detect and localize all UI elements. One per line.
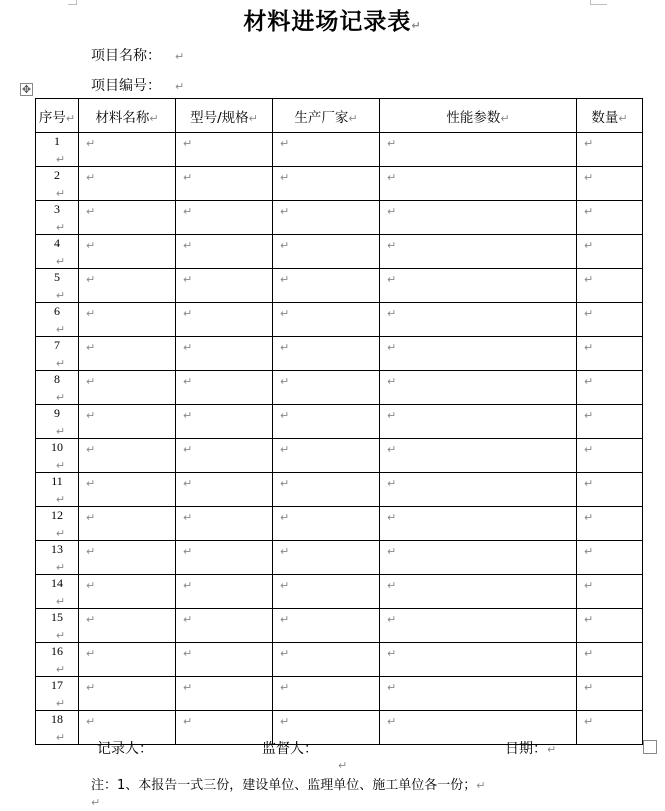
table-cell[interactable]: [79, 507, 176, 541]
table-cell[interactable]: [577, 235, 643, 269]
paragraph-mark-icon: ↵: [387, 409, 397, 422]
table-cell[interactable]: [273, 337, 380, 371]
paragraph-mark-icon: ↵: [280, 239, 290, 252]
table-cell[interactable]: [577, 541, 643, 575]
table-cell[interactable]: [380, 643, 577, 677]
table-cell[interactable]: [79, 609, 176, 643]
paragraph-mark-icon: ↵: [183, 409, 193, 422]
table-cell[interactable]: [79, 677, 176, 711]
table-cell[interactable]: [577, 337, 643, 371]
table-cell[interactable]: [577, 167, 643, 201]
paragraph-mark-icon: ↵: [183, 545, 193, 558]
table-cell[interactable]: [176, 235, 273, 269]
table-cell[interactable]: [273, 609, 380, 643]
paragraph-mark-icon: ↵: [476, 779, 486, 792]
table-cell[interactable]: [380, 677, 577, 711]
paragraph-mark-icon: ↵: [86, 681, 96, 694]
page-title: 材料进场记录表↵: [243, 8, 422, 35]
table-cell[interactable]: [273, 167, 380, 201]
paragraph-mark-icon: ↵: [183, 137, 193, 150]
paragraph-mark-icon: ↵: [86, 273, 96, 286]
table-cell[interactable]: [79, 133, 176, 167]
table-cell[interactable]: [577, 507, 643, 541]
table-row: [36, 643, 643, 677]
paragraph-mark-icon: ↵: [280, 341, 290, 354]
project-number-line: [91, 76, 184, 97]
paragraph-mark-icon: ↵: [280, 171, 290, 184]
table-cell[interactable]: [273, 235, 380, 269]
paragraph-mark-icon: ↵: [86, 307, 96, 320]
paragraph-mark-icon: ↵: [86, 375, 96, 388]
paragraph-mark-icon: ↵: [86, 239, 96, 252]
paragraph-mark-icon: ↵: [280, 375, 290, 388]
paragraph-mark-icon: ↵: [183, 307, 193, 320]
paragraph-mark-icon: ↵: [86, 579, 96, 592]
paragraph-mark-icon: ↵: [86, 171, 96, 184]
table-cell[interactable]: [176, 711, 273, 745]
paragraph-mark-icon: ↵: [411, 19, 422, 32]
table-cell[interactable]: [273, 201, 380, 235]
paragraph-mark-icon: ↵: [387, 205, 397, 218]
supervisor-label: 监督人：: [262, 741, 318, 757]
table-row: [36, 575, 643, 609]
row-number-cell[interactable]: 12 ↵: [36, 507, 79, 541]
paragraph-mark-icon: ↵: [280, 545, 290, 558]
table-cell[interactable]: [577, 609, 643, 643]
table-cell[interactable]: [79, 201, 176, 235]
row-number-cell[interactable]: 14 ↵: [36, 575, 79, 609]
paragraph-mark-icon: ↵: [387, 375, 397, 388]
paragraph-mark-icon: ↵: [584, 647, 594, 660]
table-cell[interactable]: [380, 609, 577, 643]
paragraph-mark-icon: ↵: [280, 273, 290, 286]
paragraph-mark-icon: ↵: [584, 443, 594, 456]
paragraph-mark-icon: ↵: [280, 443, 290, 456]
table-row: [36, 269, 643, 303]
paragraph-mark-icon: ↵: [86, 341, 96, 354]
paragraph-mark-icon: ↵: [280, 137, 290, 150]
table-cell[interactable]: [380, 235, 577, 269]
table-cell[interactable]: [176, 269, 273, 303]
row-number-cell[interactable]: 7 ↵: [36, 337, 79, 371]
paragraph-mark-icon: ↵: [584, 715, 594, 728]
header-cell: 序号↵: [36, 99, 79, 133]
table-cell[interactable]: [380, 167, 577, 201]
paragraph-mark-icon: ↵: [584, 477, 594, 490]
end-of-row-box: [643, 740, 657, 754]
table-cell[interactable]: [176, 439, 273, 473]
paragraph-mark-icon: ↵: [183, 647, 193, 660]
paragraph-mark-icon: ↵: [183, 341, 193, 354]
paragraph-mark-icon: ↵: [584, 205, 594, 218]
paragraph-mark-icon: ↵: [387, 511, 397, 524]
header-cell: 数量↵: [577, 99, 643, 133]
table-cell[interactable]: [79, 643, 176, 677]
table-cell[interactable]: [380, 201, 577, 235]
table-cell[interactable]: [79, 575, 176, 609]
table-cell[interactable]: [577, 269, 643, 303]
table-row: [36, 405, 643, 439]
paragraph-mark-icon: ↵: [183, 239, 193, 252]
table-cell[interactable]: [79, 371, 176, 405]
table-cell[interactable]: [273, 643, 380, 677]
paragraph-mark-icon: ↵: [387, 477, 397, 490]
row-number-cell[interactable]: 11 ↵: [36, 473, 79, 507]
table-row: [36, 473, 643, 507]
paragraph-mark-icon: ↵: [584, 137, 594, 150]
table-row: [36, 303, 643, 337]
table-cell[interactable]: [380, 507, 577, 541]
paragraph-mark-icon: ↵: [584, 613, 594, 626]
table-cell[interactable]: [577, 473, 643, 507]
paragraph-mark-icon: ↵: [86, 477, 96, 490]
table-row: [36, 541, 643, 575]
table-cell[interactable]: [273, 371, 380, 405]
header-cell: 性能参数↵: [380, 99, 577, 133]
row-number-cell[interactable]: 17 ↵: [36, 677, 79, 711]
paragraph-mark-icon: ↵: [86, 137, 96, 150]
table-cell[interactable]: [176, 405, 273, 439]
project-number-label: 项目编号：: [91, 78, 161, 94]
paragraph-mark-icon: ↵: [547, 743, 557, 756]
table-cell[interactable]: [380, 575, 577, 609]
table-row: [36, 677, 643, 711]
paragraph-mark-icon: ↵: [387, 613, 397, 626]
table-cell[interactable]: [273, 405, 380, 439]
date-line: [505, 739, 556, 760]
table-cell[interactable]: [380, 269, 577, 303]
table-cell[interactable]: [380, 541, 577, 575]
paragraph-mark-icon: ↵: [280, 511, 290, 524]
table-cell[interactable]: [577, 201, 643, 235]
paragraph-mark-icon: ↵: [175, 80, 185, 93]
table-cell[interactable]: [273, 473, 380, 507]
table-cell[interactable]: [79, 269, 176, 303]
paragraph-mark-icon: ↵: [280, 307, 290, 320]
paragraph-mark-icon: ↵: [183, 375, 193, 388]
row-number-cell[interactable]: 18 ↵: [36, 711, 79, 745]
paragraph-mark-icon: ↵: [584, 375, 594, 388]
paragraph-mark-icon: ↵: [280, 647, 290, 660]
table-cell[interactable]: [176, 133, 273, 167]
paragraph-mark-icon: ↵: [183, 613, 193, 626]
table-cell[interactable]: [176, 201, 273, 235]
table-cell[interactable]: [176, 371, 273, 405]
paragraph-mark-icon: ↵: [280, 715, 290, 728]
paragraph-mark-icon: ↵: [280, 477, 290, 490]
paragraph-mark-icon: ↵: [86, 443, 96, 456]
row-number-cell[interactable]: 3 ↵: [36, 201, 79, 235]
table-cell[interactable]: [79, 167, 176, 201]
materials-table: [35, 98, 643, 745]
table-cell[interactable]: [79, 337, 176, 371]
table-cell[interactable]: [79, 303, 176, 337]
paragraph-mark-icon: ↵: [387, 681, 397, 694]
table-cell[interactable]: [380, 371, 577, 405]
paragraph-mark-icon: ↵: [584, 239, 594, 252]
row-number-cell[interactable]: 16 ↵: [36, 643, 79, 677]
table-cell[interactable]: [273, 303, 380, 337]
paragraph-mark-icon: ↵: [584, 273, 594, 286]
paragraph-mark-icon: ↵: [91, 796, 101, 809]
table-cell[interactable]: [577, 303, 643, 337]
table-cell[interactable]: [176, 507, 273, 541]
paragraph-mark-icon: ↵: [86, 511, 96, 524]
paragraph-mark-icon: ↵: [86, 545, 96, 558]
paragraph-mark-icon: ↵: [280, 579, 290, 592]
paragraph-mark-icon: ↵: [338, 759, 348, 772]
header-cell: 型号/规格↵: [176, 99, 273, 133]
paragraph-mark-icon: ↵: [584, 171, 594, 184]
paragraph-mark-icon: ↵: [183, 273, 193, 286]
paragraph-mark-icon: ↵: [387, 341, 397, 354]
table-cell[interactable]: [577, 133, 643, 167]
table-cell[interactable]: [577, 439, 643, 473]
paragraph-mark-icon: ↵: [584, 579, 594, 592]
row-number-cell[interactable]: 9 ↵: [36, 405, 79, 439]
header-cell: 材料名称↵: [79, 99, 176, 133]
paragraph-mark-icon: ↵: [183, 681, 193, 694]
paragraph-mark-icon: ↵: [280, 681, 290, 694]
table-cell[interactable]: [577, 405, 643, 439]
table-row: [36, 439, 643, 473]
table-cell[interactable]: [380, 439, 577, 473]
move-handle-icon[interactable]: ✥: [21, 83, 32, 96]
paragraph-mark-icon: ↵: [86, 205, 96, 218]
table-cell[interactable]: [577, 711, 643, 745]
row-number-cell[interactable]: 15 ↵: [36, 609, 79, 643]
table-cell[interactable]: [176, 337, 273, 371]
paragraph-mark-icon: ↵: [387, 715, 397, 728]
table-cell[interactable]: [176, 167, 273, 201]
paragraph-mark-icon: ↵: [280, 205, 290, 218]
table-cell[interactable]: [79, 235, 176, 269]
table-row: [36, 235, 643, 269]
paragraph-mark-icon: ↵: [86, 409, 96, 422]
paragraph-mark-icon: ↵: [183, 443, 193, 456]
date-label: 日期：: [505, 741, 547, 757]
table-cell[interactable]: [577, 575, 643, 609]
header-cell: 生产厂家↵: [273, 99, 380, 133]
table-cell[interactable]: [79, 439, 176, 473]
note-text: 注：1、本报告一式三份，建设单位、监理单位、施工单位各一份；↵: [91, 778, 486, 793]
table-cell[interactable]: [273, 439, 380, 473]
table-cell[interactable]: [176, 541, 273, 575]
paragraph-mark-icon: ↵: [86, 647, 96, 660]
table-cell[interactable]: [380, 133, 577, 167]
table-row: [36, 201, 643, 235]
table-row: [36, 507, 643, 541]
table-cell[interactable]: [273, 677, 380, 711]
paragraph-mark-icon: ↵: [584, 409, 594, 422]
paragraph-mark-icon: ↵: [387, 443, 397, 456]
paragraph-mark-icon: ↵: [584, 681, 594, 694]
table-cell[interactable]: [79, 541, 176, 575]
paragraph-mark-icon: ↵: [584, 341, 594, 354]
paragraph-mark-icon: ↵: [584, 511, 594, 524]
paragraph-mark-icon: ↵: [183, 715, 193, 728]
table-cell[interactable]: [273, 133, 380, 167]
table-cell[interactable]: [577, 371, 643, 405]
row-number-cell[interactable]: 8 ↵: [36, 371, 79, 405]
table-cell[interactable]: [176, 643, 273, 677]
table-cell[interactable]: [79, 473, 176, 507]
table-cell[interactable]: [176, 677, 273, 711]
paragraph-mark-icon: ↵: [183, 477, 193, 490]
row-number-cell[interactable]: 1 ↵: [36, 133, 79, 167]
table-row: [36, 133, 643, 167]
row-number-cell[interactable]: 6 ↵: [36, 303, 79, 337]
table-cell[interactable]: [176, 575, 273, 609]
paragraph-mark-icon: ↵: [183, 579, 193, 592]
paragraph-mark-icon: ↵: [584, 545, 594, 558]
table-cell[interactable]: [380, 405, 577, 439]
paragraph-mark-icon: ↵: [280, 613, 290, 626]
row-number-cell[interactable]: 2 ↵: [36, 167, 79, 201]
paragraph-mark-icon: ↵: [387, 273, 397, 286]
table-cell[interactable]: [176, 303, 273, 337]
row-number-cell[interactable]: 10 ↵: [36, 439, 79, 473]
paragraph-mark-icon: ↵: [387, 647, 397, 660]
table-cell[interactable]: [79, 405, 176, 439]
recorder-label: 记录人：: [97, 741, 153, 757]
paragraph-mark-icon: ↵: [183, 511, 193, 524]
table-cell[interactable]: [380, 303, 577, 337]
table-cell[interactable]: [273, 575, 380, 609]
paragraph-mark-icon: ↵: [387, 545, 397, 558]
table-row: [36, 167, 643, 201]
paragraph-mark-icon: ↵: [387, 137, 397, 150]
row-number-cell[interactable]: 4 ↵: [36, 235, 79, 269]
table-row: [36, 609, 643, 643]
table-header-row: [36, 99, 643, 133]
paragraph-mark-icon: ↵: [86, 613, 96, 626]
table-cell[interactable]: [176, 473, 273, 507]
table-cell[interactable]: [577, 643, 643, 677]
paragraph-mark-icon: ↵: [584, 307, 594, 320]
paragraph-mark-icon: ↵: [175, 50, 185, 63]
paragraph-mark-icon: ↵: [86, 715, 96, 728]
project-name-label: 项目名称：: [91, 48, 161, 64]
paragraph-mark-icon: ↵: [183, 205, 193, 218]
table-cell[interactable]: [273, 507, 380, 541]
table-cell[interactable]: [577, 677, 643, 711]
project-name-line: [91, 46, 184, 67]
table-cell[interactable]: [273, 269, 380, 303]
row-number-cell[interactable]: 5 ↵: [36, 269, 79, 303]
paragraph-mark-icon: ↵: [280, 409, 290, 422]
table-cell[interactable]: [176, 609, 273, 643]
table-cell[interactable]: [273, 541, 380, 575]
table-cell[interactable]: [380, 473, 577, 507]
paragraph-mark-icon: ↵: [387, 579, 397, 592]
paragraph-mark-icon: ↵: [387, 171, 397, 184]
paragraph-mark-icon: ↵: [183, 171, 193, 184]
table-row: [36, 337, 643, 371]
table-cell[interactable]: [380, 337, 577, 371]
paragraph-mark-icon: ↵: [387, 239, 397, 252]
paragraph-mark-icon: ↵: [387, 307, 397, 320]
row-number-cell[interactable]: 13 ↵: [36, 541, 79, 575]
table-row: [36, 371, 643, 405]
